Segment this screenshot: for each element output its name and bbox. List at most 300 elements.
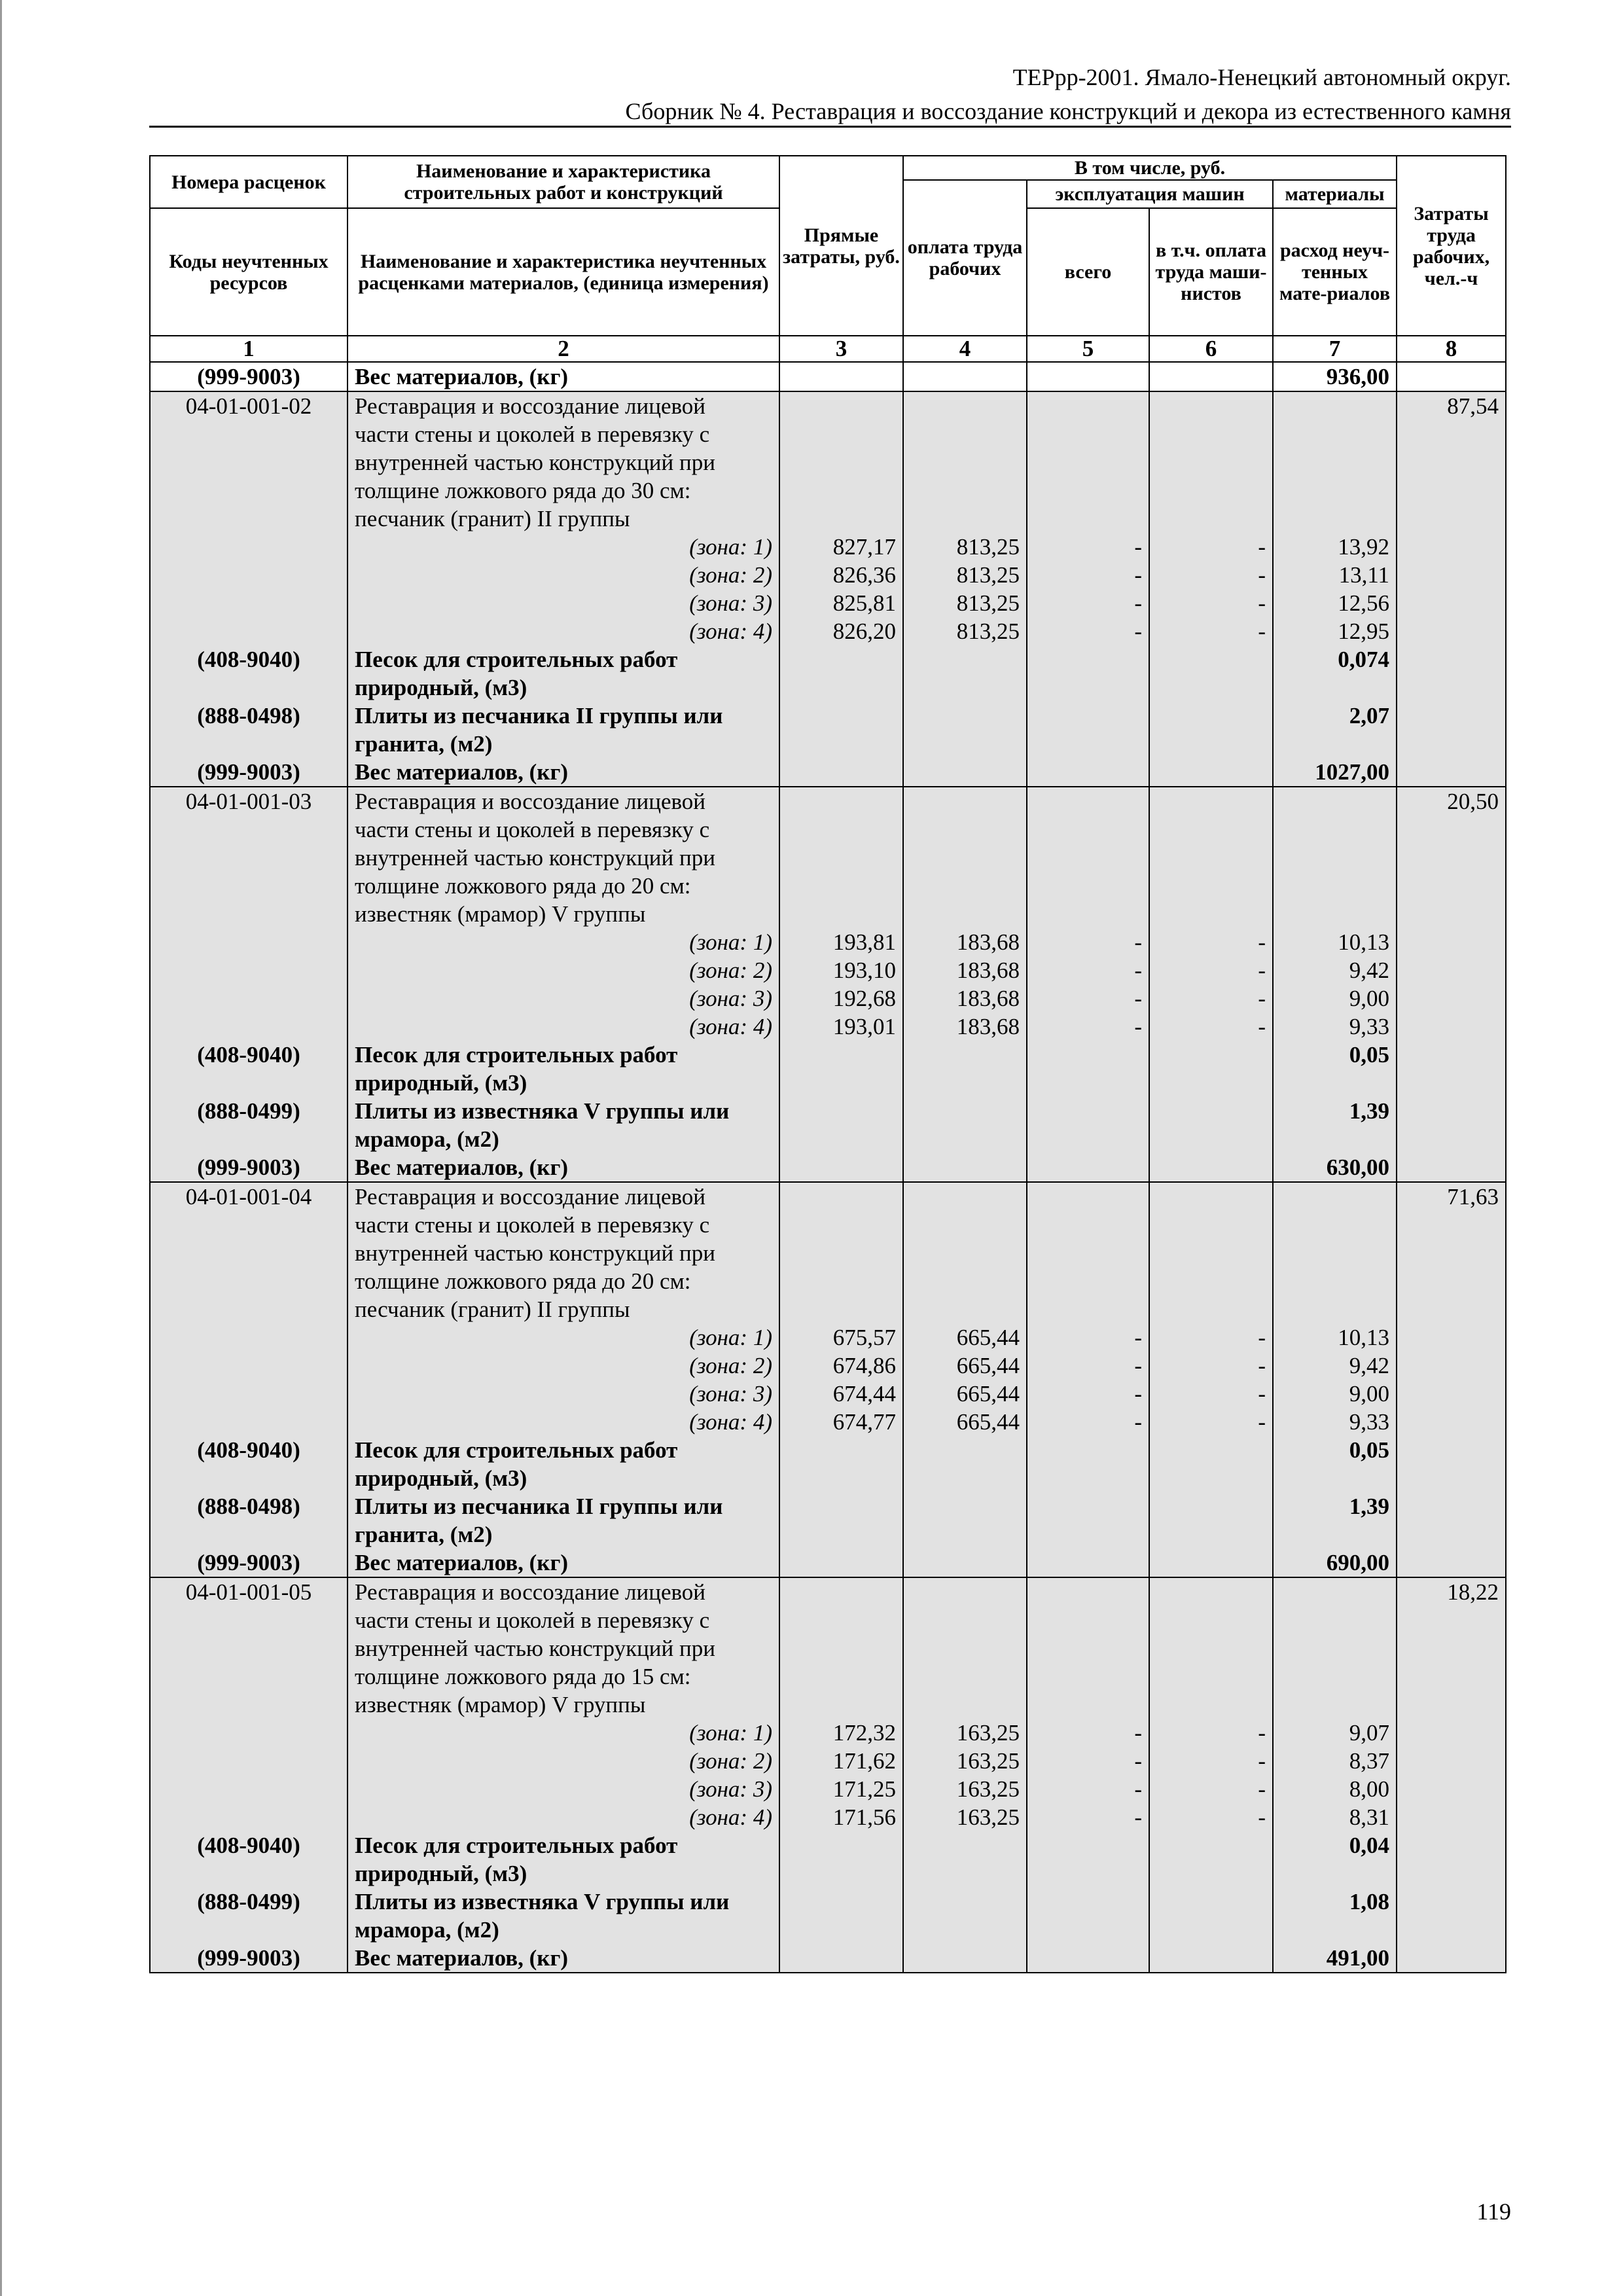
- zone-label: (зона: 1): [348, 928, 779, 956]
- empty-cell: [903, 1888, 1027, 1944]
- worker-wages: 813,25: [903, 617, 1027, 645]
- machinist-wages: -: [1149, 984, 1273, 1013]
- empty-cell: [1149, 1097, 1273, 1153]
- resource-code: (999-9003): [150, 1944, 348, 1973]
- empty-cell: [1149, 362, 1273, 391]
- table-row: [150, 1408, 1506, 1436]
- resource-name: Плиты из песчаника II группы или гранита, (м2): [348, 702, 779, 758]
- table-row: [150, 1153, 1506, 1182]
- resource-code: (999-9003): [150, 758, 348, 787]
- resource-code: (999-9003): [150, 1549, 348, 1577]
- empty-cell: [779, 1944, 903, 1973]
- resource-name: Песок для строительных работ природный, (м3): [348, 645, 779, 702]
- empty-cell: [1027, 1577, 1149, 1719]
- header-line-1: ТЕРрр-2001. Ямало-Ненецкий автономный округ.: [1012, 64, 1511, 90]
- empty-cell: [150, 533, 348, 561]
- empty-cell: [1149, 1944, 1273, 1973]
- machinist-wages: -: [1149, 928, 1273, 956]
- resource-value: 0,04: [1273, 1831, 1397, 1888]
- empty-cell: [779, 1097, 903, 1153]
- worker-wages: 665,44: [903, 1408, 1027, 1436]
- worker-wages: 813,25: [903, 561, 1027, 589]
- empty-cell: [1149, 1888, 1273, 1944]
- resource-value: 1,39: [1273, 1492, 1397, 1549]
- rate-description: Реставрация и воссоздание лицевой части стены и цоколей в перевязку с внутренней частью конструкций при толщине ложкового ряда до 30 см: песчаник (гранит) II группы: [348, 391, 779, 533]
- empty-cell: [1397, 1380, 1506, 1408]
- empty-cell: [150, 617, 348, 645]
- table-row: [150, 561, 1506, 589]
- machinist-wages: -: [1149, 533, 1273, 561]
- labor-cost: 20,50: [1397, 787, 1506, 928]
- empty-cell: [903, 702, 1027, 758]
- empty-cell: [903, 362, 1027, 391]
- empty-cell: [903, 1492, 1027, 1549]
- resource-value: 690,00: [1273, 1549, 1397, 1577]
- table-row: [150, 1719, 1506, 1747]
- zone-label: (зона: 2): [348, 956, 779, 984]
- table-row: [150, 1352, 1506, 1380]
- machines-total: -: [1027, 928, 1149, 956]
- empty-cell: [779, 787, 903, 928]
- empty-cell: [903, 1944, 1027, 1973]
- table-row: [150, 1831, 1506, 1888]
- column-number: 2: [348, 336, 779, 362]
- zone-label: (зона: 3): [348, 589, 779, 617]
- empty-cell: [903, 1153, 1027, 1182]
- zone-label: (зона: 3): [348, 1380, 779, 1408]
- empty-cell: [1273, 787, 1397, 928]
- direct-cost: 171,25: [779, 1775, 903, 1803]
- materials-cost: 8,37: [1273, 1747, 1397, 1775]
- empty-cell: [1149, 1436, 1273, 1492]
- empty-cell: [1027, 1041, 1149, 1097]
- machines-total: -: [1027, 561, 1149, 589]
- empty-cell: [779, 1888, 903, 1944]
- direct-cost: 674,44: [779, 1380, 903, 1408]
- table-row: [150, 645, 1506, 702]
- machinist-wages: -: [1149, 1408, 1273, 1436]
- empty-cell: [1027, 1436, 1149, 1492]
- th-materials: материалы: [1273, 180, 1397, 208]
- empty-cell: [150, 1747, 348, 1775]
- empty-cell: [1397, 1831, 1506, 1888]
- resource-value: 491,00: [1273, 1944, 1397, 1973]
- zone-label: (зона: 3): [348, 984, 779, 1013]
- table-row: [150, 758, 1506, 787]
- table-row: [150, 787, 1506, 928]
- table-header: [150, 156, 1506, 336]
- worker-wages: 813,25: [903, 533, 1027, 561]
- header-rule: [149, 126, 1511, 128]
- empty-cell: [1397, 1153, 1506, 1182]
- machinist-wages: -: [1149, 1013, 1273, 1041]
- table-row: [150, 1888, 1506, 1944]
- machinist-wages: -: [1149, 1719, 1273, 1747]
- column-number: 8: [1397, 336, 1506, 362]
- worker-wages: 163,25: [903, 1803, 1027, 1831]
- machinist-wages: -: [1149, 561, 1273, 589]
- empty-cell: [1027, 758, 1149, 787]
- empty-cell: [1027, 391, 1149, 533]
- empty-cell: [1397, 956, 1506, 984]
- direct-cost: 172,32: [779, 1719, 903, 1747]
- page-number: 119: [1476, 2198, 1511, 2225]
- table-body: [150, 336, 1506, 1973]
- worker-wages: 665,44: [903, 1380, 1027, 1408]
- empty-cell: [1027, 1888, 1149, 1944]
- column-number: 4: [903, 336, 1027, 362]
- zone-label: (зона: 4): [348, 1408, 779, 1436]
- resource-name: Плиты из песчаника II группы или гранита, (м2): [348, 1492, 779, 1549]
- empty-cell: [150, 928, 348, 956]
- resource-code: (888-0499): [150, 1097, 348, 1153]
- rate-code: 04-01-001-04: [150, 1182, 348, 1323]
- rate-description: Реставрация и воссоздание лицевой части стены и цоколей в перевязку с внутренней частью конструкций при толщине ложкового ряда до 20 см: песчаник (гранит) II группы: [348, 1182, 779, 1323]
- resource-value: 0,05: [1273, 1436, 1397, 1492]
- empty-cell: [1027, 1182, 1149, 1323]
- machinist-wages: -: [1149, 1775, 1273, 1803]
- empty-cell: [150, 1408, 348, 1436]
- resource-value: 1,08: [1273, 1888, 1397, 1944]
- resource-code: (999-9003): [150, 362, 348, 391]
- th-material-names: Наименование и характеристика неучтенных расценками материалов, (единица измерения): [348, 208, 779, 336]
- table-row: [150, 1577, 1506, 1719]
- resource-value: 630,00: [1273, 1153, 1397, 1182]
- empty-cell: [1273, 1182, 1397, 1323]
- worker-wages: 183,68: [903, 956, 1027, 984]
- empty-cell: [903, 787, 1027, 928]
- machinist-wages: -: [1149, 1747, 1273, 1775]
- table-row: [150, 1323, 1506, 1352]
- empty-cell: [903, 1041, 1027, 1097]
- empty-cell: [1397, 645, 1506, 702]
- empty-cell: [903, 1577, 1027, 1719]
- machines-total: -: [1027, 617, 1149, 645]
- direct-cost: 825,81: [779, 589, 903, 617]
- machinist-wages: -: [1149, 1323, 1273, 1352]
- empty-cell: [903, 645, 1027, 702]
- empty-cell: [1027, 1097, 1149, 1153]
- empty-cell: [1273, 391, 1397, 533]
- empty-cell: [1397, 1436, 1506, 1492]
- table-row: [150, 1549, 1506, 1577]
- rate-code: 04-01-001-05: [150, 1577, 348, 1719]
- resource-code: (408-9040): [150, 1436, 348, 1492]
- table-row: [150, 702, 1506, 758]
- zone-label: (зона: 1): [348, 1323, 779, 1352]
- worker-wages: 813,25: [903, 589, 1027, 617]
- direct-cost: 193,81: [779, 928, 903, 956]
- empty-cell: [150, 956, 348, 984]
- resource-name: Песок для строительных работ природный, (м3): [348, 1831, 779, 1888]
- labor-cost: 71,63: [1397, 1182, 1506, 1323]
- empty-cell: [903, 1182, 1027, 1323]
- empty-cell: [1149, 787, 1273, 928]
- empty-cell: [150, 1013, 348, 1041]
- table-row: [150, 1097, 1506, 1153]
- th-labor-costs: Затраты труда рабочих, чел.-ч: [1397, 156, 1506, 336]
- direct-cost: 826,36: [779, 561, 903, 589]
- direct-cost: 826,20: [779, 617, 903, 645]
- zone-label: (зона: 4): [348, 617, 779, 645]
- machinist-wages: -: [1149, 617, 1273, 645]
- machinist-wages: -: [1149, 1380, 1273, 1408]
- resource-code: (888-0498): [150, 702, 348, 758]
- empty-cell: [1397, 984, 1506, 1013]
- zone-label: (зона: 3): [348, 1775, 779, 1803]
- materials-cost: 12,95: [1273, 617, 1397, 645]
- zone-label: (зона: 2): [348, 561, 779, 589]
- machinist-wages: -: [1149, 1803, 1273, 1831]
- empty-cell: [1397, 1492, 1506, 1549]
- worker-wages: 665,44: [903, 1323, 1027, 1352]
- materials-cost: 8,00: [1273, 1775, 1397, 1803]
- table-row: [150, 617, 1506, 645]
- th-including: В том числе, руб.: [903, 156, 1397, 180]
- machines-total: -: [1027, 1013, 1149, 1041]
- materials-cost: 10,13: [1273, 1323, 1397, 1352]
- direct-cost: 827,17: [779, 533, 903, 561]
- empty-cell: [1397, 1041, 1506, 1097]
- table-row: [150, 928, 1506, 956]
- direct-cost: 171,56: [779, 1803, 903, 1831]
- empty-cell: [150, 589, 348, 617]
- table-row: [150, 1013, 1506, 1041]
- zone-label: (зона: 4): [348, 1803, 779, 1831]
- worker-wages: 183,68: [903, 1013, 1027, 1041]
- materials-cost: 9,00: [1273, 984, 1397, 1013]
- table-row: [150, 362, 1506, 391]
- materials-cost: 9,33: [1273, 1013, 1397, 1041]
- resource-name: Вес материалов, (кг): [348, 1153, 779, 1182]
- empty-cell: [1397, 1352, 1506, 1380]
- table-row: [150, 1380, 1506, 1408]
- empty-cell: [1149, 1182, 1273, 1323]
- th-unaccounted-materials: расход неуч-тенных мате-риалов: [1273, 208, 1397, 336]
- machines-total: -: [1027, 1775, 1149, 1803]
- worker-wages: 163,25: [903, 1719, 1027, 1747]
- resource-name: Плиты из известняка V группы или мрамора, (м2): [348, 1097, 779, 1153]
- labor-cost: 18,22: [1397, 1577, 1506, 1719]
- resource-code: (408-9040): [150, 1041, 348, 1097]
- column-number: 1: [150, 336, 348, 362]
- machines-total: -: [1027, 1352, 1149, 1380]
- empty-cell: [779, 1182, 903, 1323]
- empty-cell: [1397, 533, 1506, 561]
- zone-label: (зона: 2): [348, 1747, 779, 1775]
- table-row: [150, 533, 1506, 561]
- resource-value: 0,074: [1273, 645, 1397, 702]
- empty-cell: [1397, 589, 1506, 617]
- table-row: [150, 1747, 1506, 1775]
- machines-total: -: [1027, 956, 1149, 984]
- worker-wages: 183,68: [903, 928, 1027, 956]
- table-row: [150, 1775, 1506, 1803]
- empty-cell: [150, 1380, 348, 1408]
- resource-name: Песок для строительных работ природный, (м3): [348, 1436, 779, 1492]
- empty-cell: [1397, 1097, 1506, 1153]
- empty-cell: [779, 645, 903, 702]
- resource-code: (888-0499): [150, 1888, 348, 1944]
- empty-cell: [150, 1803, 348, 1831]
- zone-label: (зона: 1): [348, 533, 779, 561]
- machines-total: -: [1027, 533, 1149, 561]
- empty-cell: [1397, 1719, 1506, 1747]
- empty-cell: [779, 1041, 903, 1097]
- empty-cell: [1397, 1888, 1506, 1944]
- resource-code: (408-9040): [150, 1831, 348, 1888]
- resource-code: (999-9003): [150, 1153, 348, 1182]
- table-row: [150, 336, 1506, 362]
- empty-cell: [1027, 645, 1149, 702]
- empty-cell: [1397, 758, 1506, 787]
- resource-name: Вес материалов, (кг): [348, 362, 779, 391]
- page-edge-rule: [0, 0, 2, 2296]
- empty-cell: [1027, 1549, 1149, 1577]
- empty-cell: [779, 391, 903, 533]
- empty-cell: [779, 1492, 903, 1549]
- resource-code: (408-9040): [150, 645, 348, 702]
- machines-total: -: [1027, 589, 1149, 617]
- direct-cost: 674,86: [779, 1352, 903, 1380]
- resource-name: Плиты из известняка V группы или мрамора, (м2): [348, 1888, 779, 1944]
- empty-cell: [1149, 1549, 1273, 1577]
- empty-cell: [1149, 391, 1273, 533]
- worker-wages: 183,68: [903, 984, 1027, 1013]
- empty-cell: [903, 391, 1027, 533]
- empty-cell: [779, 1436, 903, 1492]
- direct-cost: 192,68: [779, 984, 903, 1013]
- materials-cost: 9,42: [1273, 956, 1397, 984]
- empty-cell: [779, 1577, 903, 1719]
- empty-cell: [1027, 702, 1149, 758]
- empty-cell: [1149, 1041, 1273, 1097]
- resource-name: Песок для строительных работ природный, (м3): [348, 1041, 779, 1097]
- empty-cell: [903, 1097, 1027, 1153]
- empty-cell: [1397, 1323, 1506, 1352]
- table-row: [150, 1944, 1506, 1973]
- machinist-wages: -: [1149, 589, 1273, 617]
- empty-cell: [779, 1549, 903, 1577]
- th-worker-wages: оплата труда рабочих: [903, 180, 1027, 336]
- table-row: [150, 391, 1506, 533]
- resource-name: Вес материалов, (кг): [348, 1944, 779, 1973]
- empty-cell: [1027, 1153, 1149, 1182]
- direct-cost: 193,10: [779, 956, 903, 984]
- empty-cell: [150, 561, 348, 589]
- empty-cell: [1397, 702, 1506, 758]
- direct-cost: 193,01: [779, 1013, 903, 1041]
- empty-cell: [779, 1831, 903, 1888]
- th-machinist-wages: в т.ч. оплата труда маши-нистов: [1149, 208, 1273, 336]
- empty-cell: [1149, 645, 1273, 702]
- machines-total: -: [1027, 1323, 1149, 1352]
- table-row: [150, 1492, 1506, 1549]
- resource-value: 936,00: [1273, 362, 1397, 391]
- empty-cell: [1397, 1013, 1506, 1041]
- th-rate-numbers: Номера расценок: [150, 156, 348, 208]
- resource-code: (888-0498): [150, 1492, 348, 1549]
- materials-cost: 9,33: [1273, 1408, 1397, 1436]
- machinist-wages: -: [1149, 956, 1273, 984]
- rates-table: [149, 155, 1507, 1973]
- table-row: [150, 589, 1506, 617]
- rate-description: Реставрация и воссоздание лицевой части стены и цоколей в перевязку с внутренней частью конструкций при толщине ложкового ряда до 15 см: известняк (мрамор) V группы: [348, 1577, 779, 1719]
- rate-description: Реставрация и воссоздание лицевой части стены и цоколей в перевязку с внутренней частью конструкций при толщине ложкового ряда до 20 см: известняк (мрамор) V группы: [348, 787, 779, 928]
- document-header: [149, 60, 1511, 128]
- empty-cell: [1149, 1831, 1273, 1888]
- empty-cell: [150, 1352, 348, 1380]
- empty-cell: [150, 1719, 348, 1747]
- column-number: 7: [1273, 336, 1397, 362]
- resource-value: 1027,00: [1273, 758, 1397, 787]
- empty-cell: [779, 1153, 903, 1182]
- direct-cost: 171,62: [779, 1747, 903, 1775]
- empty-cell: [903, 1436, 1027, 1492]
- empty-cell: [1027, 1492, 1149, 1549]
- empty-cell: [1149, 1153, 1273, 1182]
- table-row: [150, 1041, 1506, 1097]
- materials-cost: 8,31: [1273, 1803, 1397, 1831]
- zone-label: (зона: 2): [348, 1352, 779, 1380]
- materials-cost: 13,11: [1273, 561, 1397, 589]
- rate-code: 04-01-001-03: [150, 787, 348, 928]
- empty-cell: [779, 362, 903, 391]
- empty-cell: [1397, 928, 1506, 956]
- materials-cost: 9,00: [1273, 1380, 1397, 1408]
- rate-code: 04-01-001-02: [150, 391, 348, 533]
- th-direct-costs: Прямые затраты, руб.: [779, 156, 903, 336]
- empty-cell: [1397, 1549, 1506, 1577]
- direct-cost: 675,57: [779, 1323, 903, 1352]
- machinist-wages: -: [1149, 1352, 1273, 1380]
- resource-value: 1,39: [1273, 1097, 1397, 1153]
- empty-cell: [1397, 1803, 1506, 1831]
- column-number: 5: [1027, 336, 1149, 362]
- empty-cell: [1397, 1408, 1506, 1436]
- resource-name: Вес материалов, (кг): [348, 1549, 779, 1577]
- zone-label: (зона: 4): [348, 1013, 779, 1041]
- empty-cell: [1149, 702, 1273, 758]
- empty-cell: [1273, 1577, 1397, 1719]
- table-row: [150, 1803, 1506, 1831]
- header-line-2: Сборник № 4. Реставрация и воссоздание конструкций и декора из естественного камня: [625, 98, 1511, 124]
- th-work-name: Наименование и характеристика строительных работ и конструкций: [348, 156, 779, 208]
- empty-cell: [150, 984, 348, 1013]
- labor-cost: 87,54: [1397, 391, 1506, 533]
- empty-cell: [150, 1323, 348, 1352]
- th-machines-total: всего: [1027, 208, 1149, 336]
- empty-cell: [1397, 1775, 1506, 1803]
- empty-cell: [1027, 1831, 1149, 1888]
- column-number: 6: [1149, 336, 1273, 362]
- empty-cell: [1027, 787, 1149, 928]
- zone-label: (зона: 1): [348, 1719, 779, 1747]
- worker-wages: 665,44: [903, 1352, 1027, 1380]
- table-row: [150, 1182, 1506, 1323]
- machines-total: -: [1027, 1380, 1149, 1408]
- th-resource-codes: Коды неучтенных ресурсов: [150, 208, 348, 336]
- empty-cell: [1397, 617, 1506, 645]
- empty-cell: [1027, 1944, 1149, 1973]
- empty-cell: [779, 758, 903, 787]
- empty-cell: [1149, 758, 1273, 787]
- machines-total: -: [1027, 984, 1149, 1013]
- empty-cell: [1027, 362, 1149, 391]
- empty-cell: [903, 1549, 1027, 1577]
- empty-cell: [1149, 1577, 1273, 1719]
- resource-value: 0,05: [1273, 1041, 1397, 1097]
